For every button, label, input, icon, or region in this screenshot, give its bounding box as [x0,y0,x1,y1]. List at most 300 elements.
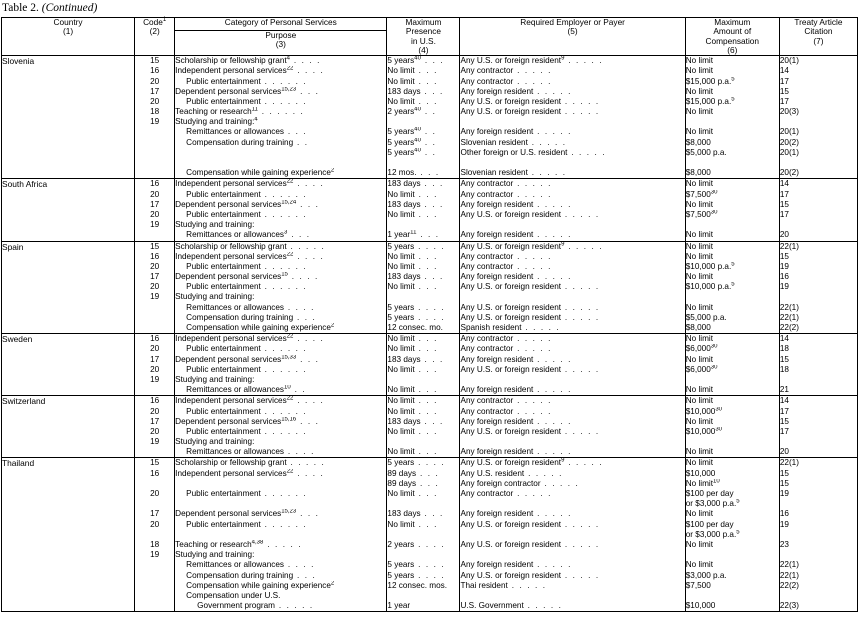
max-compensation-cell-line: $100 per day [685,519,734,529]
max-presence-cell-line: 12 mos. . . . [387,168,440,178]
header-max-presence-l1: Maximum [405,17,442,27]
code-cell [135,396,175,458]
employer-cell-line: Any U.S. or foreign resident . . . . . [460,364,600,374]
purpose-cell-line: Public entertainment . . . . . . [186,364,308,374]
max-presence-cell-line: No limit . . . [387,364,438,374]
employer-cell-line: Any U.S. or foreign resident . . . . . [460,96,600,106]
code-cell [135,56,175,179]
header-treaty-l1: Treaty Article [794,17,843,27]
purpose-cell-line: Studying and training: [175,220,255,230]
header-code-label: Code$^1$ [143,17,167,27]
code-cell-line: 16 [150,251,160,261]
employer-cell [460,396,685,458]
employer-cell-line: Any contractor . . . . . [460,76,553,86]
employer-cell-line: Any contractor . . . . . [460,261,553,271]
max-compensation-cell-line: No limit [685,539,714,549]
employer-cell-line: Any U.S. or foreign resident$^9$ . . . . . [460,241,604,251]
treaty-citation-cell-line: 19 [779,489,789,498]
purpose-cell-line: Studying and training: [175,374,255,384]
treaty-citation-cell-line: 20(1) [779,56,799,66]
treaty-citation-cell-line: 17 [779,209,789,219]
header-category: Category of Personal Services [175,18,387,31]
employer-cell-line: Any U.S. or foreign resident . . . . . [460,302,600,312]
employer-cell-line: Any foreign resident . . . . . [460,86,573,96]
max-compensation-cell [685,396,779,458]
purpose-cell [175,396,387,458]
max-presence-cell-line: 5 years . . . . [387,570,446,580]
purpose-cell-line: Scholarship or fellowship grant$^4$ . . . . [175,56,322,66]
max-compensation-cell-line [686,117,779,127]
employer-cell-line: Any contractor . . . . . [460,344,553,354]
code-cell-line [135,148,174,158]
code-cell-line: 19 [150,437,160,447]
treaty-citation-cell-line: 19 [779,519,789,529]
max-presence-cell-line: 5 years . . . . [387,241,446,251]
employer-cell-line [460,591,684,601]
purpose-cell-line: Dependent personal services$^{15,23}$ . . . [175,509,320,519]
code-cell-line [135,230,174,240]
max-presence-cell-line: 183 days . . . [387,416,444,426]
max-compensation-cell-line: No limit [685,86,714,96]
header-purpose-num: (3) [275,39,286,50]
max-presence-cell-line: 5 years . . . . [387,312,446,322]
purpose-cell-line: Public entertainment . . . . . . [186,489,308,498]
header-max-presence-l3: in U.S. [410,35,436,46]
code-cell-line: 20 [150,426,160,436]
max-presence-cell-line: No limit . . . [387,489,438,498]
max-presence-cell-line: No limit . . . [387,76,438,86]
employer-cell-line [460,499,684,509]
header-treaty-l2: Citation [804,26,833,37]
employer-cell-line: Any contractor . . . . . [460,251,553,261]
purpose-cell-line: Public entertainment . . . . . . [186,282,308,292]
max-compensation-cell-line: $8,000 [685,137,711,147]
treaty-citation-cell-line: 14 [779,334,789,344]
code-cell-line: 17 [150,416,160,426]
max-presence-cell-line: No limit . . . [387,189,438,199]
country-name: Thailand [2,458,135,612]
purpose-cell [175,56,387,179]
employer-cell [460,334,685,396]
max-presence-cell-line: No limit . . . [387,344,438,354]
header-max-presence [387,18,460,56]
code-cell-line: 19 [150,292,160,302]
code-cell-line [135,591,174,601]
employer-cell-line: Any contractor . . . . . [460,334,553,344]
employer-cell-line: Any foreign resident . . . . . [460,509,573,519]
max-compensation-cell-line [686,158,779,168]
treaty-citation-cell-line: 22(1) [779,241,799,251]
header-country-label: Country [53,17,83,27]
code-cell-line: 20 [150,489,160,498]
treaty-citation-cell-line: 22(1) [779,302,799,312]
purpose-cell-line: Independent personal services$^{22}$ . . . . [175,179,325,189]
max-presence-cell-line [387,375,459,385]
caption-label: Table 2. [2,2,39,14]
max-presence-cell [387,179,460,241]
employer-cell-line: Any U.S. or foreign resident . . . . . [460,282,600,292]
purpose-cell-line: Compensation during training . . . [186,312,317,322]
purpose-cell-line: Remittances or allowances . . . . [186,447,316,457]
purpose-cell-line: Public entertainment . . . . . . [186,189,308,199]
max-compensation-cell-line: $10,000$^{30}$ [685,406,723,416]
purpose-cell-line: Compensation during training . . . [186,570,317,580]
header-purpose [175,31,387,56]
max-compensation-cell [685,334,779,396]
max-presence-cell-line: 5 years$^{40}$ . . [387,147,437,157]
header-code-num: (2) [149,26,160,37]
max-compensation-cell-line: No limit [685,107,714,117]
code-cell-line: 16 [150,334,160,344]
code-cell-line: 20 [150,406,160,416]
code-cell-line [135,313,174,323]
employer-cell-line [460,550,684,560]
purpose-cell-line: Dependent personal services$^{15,23}$ . . . [175,86,320,96]
header-country-num: (1) [63,26,74,37]
treaty-citation-cell-line: 20 [779,230,789,240]
max-compensation-cell-line: No limit [685,458,714,468]
employer-cell [460,241,685,334]
treaty-citation-cell-line: 22(3) [779,601,799,611]
purpose-cell-line [175,479,386,489]
purpose-cell-line: Public entertainment . . . . . . [186,96,308,106]
treaty-citation-cell-line [780,530,857,540]
treaty-citation-cell-line: 20(3) [779,107,799,117]
max-presence-cell-line [387,292,459,302]
employer-cell-line: Any contractor . . . . . [460,189,553,199]
code-cell-line [135,158,174,168]
max-compensation-cell-line: $6,000$^{30}$ [685,364,718,374]
max-presence-cell [387,458,460,612]
max-compensation-cell-line: $7,500$^{30}$ [685,189,718,199]
code-cell-line: 16 [150,179,160,189]
employer-cell-line [460,158,684,168]
treaty-citation-cell-line [780,499,857,509]
treaty-citation-cell [779,396,857,458]
purpose-cell-line: Dependent personal services$^{15,24}$ . . . [175,199,320,209]
employer-cell-line: Thai resident . . . . . [460,580,547,590]
max-presence-cell-line: 12 consec. mos. [387,580,448,590]
header-employer-label: Required Employer or Payer [520,17,625,27]
treaty-citation-cell-line: 16 [779,272,789,282]
purpose-cell-line: Compensation while gaining experience$^2$ [186,580,335,590]
employer-cell-line: Any U.S. resident . . . . . [460,468,563,478]
employer-cell-line: Any foreign resident . . . . . [460,447,573,457]
employer-cell-line: Any foreign resident . . . . . [460,354,573,364]
treaty-citation-cell-line [780,292,857,302]
employer-cell-line: Any foreign resident . . . . . [460,127,573,137]
code-cell-line: 19 [150,374,160,384]
purpose-cell-line: Scholarship or fellowship grant . . . . . [175,458,326,468]
table-row [2,179,858,241]
country-name: Slovenia [2,56,135,179]
purpose-cell-line [175,148,386,158]
max-presence-cell-line: 5 years . . . . [387,458,446,468]
treaty-citation-cell-line: 21 [779,385,789,395]
max-presence-cell-line: No limit . . . [387,447,438,457]
caption-continued: (Continued) [41,2,98,14]
code-cell-line: 20 [150,209,160,219]
employer-cell-line: Slovenian resident . . . . . [460,168,567,178]
max-compensation-cell-line: No limit [685,354,714,364]
treaty-citation-cell-line: 19 [779,261,789,271]
treaty-citation-cell-line: 15 [779,251,789,261]
code-cell-line: 15 [150,458,160,468]
code-cell-line: 20 [150,282,160,292]
code-cell-line: 16 [150,468,160,478]
max-presence-cell-line: 5 years . . . . [387,560,446,570]
code-cell-line: 17 [150,509,160,519]
treaty-citation-cell-line: 17 [779,406,789,416]
code-cell-line: 20 [150,96,160,106]
code-cell-line: 20 [150,76,160,86]
treaty-citation-cell-line: 22(1) [779,312,799,322]
table-header [2,18,858,56]
max-presence-cell-line: 5 years$^{40}$ . . [387,127,437,137]
max-presence-cell-line: 5 years$^{40}$ . . . [387,56,445,66]
max-compensation-cell [685,179,779,241]
max-compensation-cell-line [686,591,779,601]
code-cell-line: 16 [150,66,160,76]
purpose-cell-line: Teaching or research$^{11}$ . . . . . . [175,107,305,117]
treaty-citation-cell-line: 22(1) [779,560,799,570]
treaty-citation-cell-line: 22(2) [779,323,799,332]
purpose-cell-line: Independent personal services$^{22}$ . . . . [175,66,325,76]
max-presence-cell-line: No limit . . . [387,96,438,106]
max-presence-cell-line: No limit . . . [387,519,438,529]
code-cell-line: 17 [150,86,160,96]
purpose-cell-line: Teaching or research$^{4,38}$ . . . . . [175,539,303,549]
table-row [2,56,858,179]
purpose-cell-line: Independent personal services$^{22}$ . . . . [175,468,325,478]
purpose-cell-line [175,499,386,509]
code-cell-line: 17 [150,199,160,209]
header-treaty [779,18,857,56]
employer-cell-line: Any foreign resident . . . . . [460,416,573,426]
max-presence-cell-line: 5 years . . . . [387,302,446,312]
employer-cell-line: Any U.S. or foreign resident . . . . . [460,426,600,436]
header-max-comp-l3: Compensation [705,35,760,46]
treaty-citation-cell-line: 17 [779,189,789,199]
purpose-cell-line: Remittances or allowances . . . . [186,560,316,570]
treaty-citation-cell-line: 15 [779,199,789,209]
employer-cell-line: Slovenian resident . . . . . [460,137,567,147]
max-presence-cell-line: No limit . . . [387,396,438,406]
header-code [135,18,175,56]
employer-cell-line: Any foreign resident . . . . . [460,385,573,395]
max-compensation-cell-line: No limit [685,302,714,312]
max-presence-cell-line: No limit . . . [387,406,438,416]
purpose-cell-line: Compensation while gaining experience$^2$ [186,323,335,332]
table-row [2,241,858,334]
max-compensation-cell-line: $8,000 [685,168,711,178]
employer-cell-line: Any foreign resident . . . . . [460,272,573,282]
max-compensation-cell-line: $7,500$^{30}$ [685,209,718,219]
max-compensation-cell-line: $10,000 p.a.$^5$ [685,282,735,292]
table-body [2,56,858,612]
purpose-cell [175,179,387,241]
purpose-cell-line: Government program . . . . . [197,601,314,611]
max-compensation-cell-line: $3,000 p.a. [685,570,727,580]
code-cell-line [135,601,174,611]
employer-cell-line [460,117,684,127]
purpose-cell-line: Remittances or allowances . . . [186,127,308,137]
max-presence-cell-line: 183 days . . . [387,354,444,364]
max-presence-cell-line [387,530,459,540]
employer-cell-line: Any contractor . . . . . [460,406,553,416]
employer-cell-line: Any U.S. or foreign resident . . . . . [460,519,600,529]
employer-cell-line: Any U.S. or foreign resident$^9$ . . . . . [460,56,604,66]
treaty-citation-cell-line [780,550,857,560]
header-max-comp-l1: Maximum [714,17,751,27]
treaty-citation-cell [779,241,857,334]
max-presence-cell [387,241,460,334]
treaty-citation-cell-line: 18 [779,344,789,354]
purpose-cell-line: Public entertainment . . . . . . [186,519,308,529]
max-presence-cell-line: 183 days . . . [387,509,444,519]
code-cell-line [135,560,174,570]
max-presence-cell [387,334,460,396]
purpose-cell-line: Studying and training: [175,437,255,447]
max-presence-cell-line: 2 years . . . . [387,539,446,549]
treaty-table [1,17,858,612]
code-cell-line: 20 [150,189,160,199]
max-compensation-cell-line: No limit [685,509,714,519]
header-max-presence-l2: Presence [405,26,441,37]
treaty-citation-cell-line: 15 [779,478,789,488]
country-name: Switzerland [2,396,135,458]
max-compensation-cell-line: No limit [685,56,714,66]
treaty-citation-cell-line [780,158,857,168]
treaty-citation-cell-line: 15 [779,86,789,96]
code-cell-line [135,571,174,581]
treaty-citation-cell-line: 20(1) [779,147,799,157]
employer-cell-line: Any foreign contractor . . . . . [460,478,580,488]
employer-cell-line: U.S. Government . . . . . [460,601,563,611]
max-compensation-cell-line: $10,000 [685,468,716,478]
code-cell-line: 20 [150,519,160,529]
employer-cell-line: Any U.S. or foreign resident . . . . . [460,312,600,322]
employer-cell-line: Any contractor . . . . . [460,179,553,189]
purpose-cell-line: Remittances or allowances . . . . [186,302,316,312]
country-name: Sweden [2,334,135,396]
max-compensation-cell-line: No limit [685,447,714,457]
employer-cell-line: Any contractor . . . . . [460,396,553,406]
treaty-citation-cell-line: 17 [779,76,789,86]
max-compensation-cell-line: No limit [685,251,714,261]
table-caption [0,0,859,17]
purpose-cell [175,458,387,612]
employer-cell-line: Any U.S. or foreign resident . . . . . [460,209,600,219]
treaty-citation-cell-line: 15 [779,468,789,478]
treaty-citation-cell-line [780,591,857,601]
max-compensation-cell-line [686,550,779,560]
max-presence-cell-line: 5 years$^{40}$ . . [387,137,437,147]
purpose-cell-line: Compensation during training . . [186,137,309,147]
code-cell-line: 17 [150,354,160,364]
code-cell-line [135,303,174,313]
max-presence-cell-line: 183 days . . . [387,272,444,282]
max-compensation-cell-line [686,292,779,302]
treaty-citation-cell-line: 15 [779,354,789,364]
purpose-cell-line: Dependent personal services$^{15}$ . . . . [175,272,319,282]
max-compensation-cell-line: $15,000 p.a.$^5$ [685,96,735,106]
code-cell-line: 15 [150,241,160,251]
purpose-cell-line: Studying and training:$^4$ [175,117,258,127]
code-cell-line: 20 [150,261,160,271]
max-presence-cell-line: 1 year$^{11}$ . . . [387,230,440,240]
max-compensation-cell-line: No limit [685,241,714,251]
code-cell-line [135,385,174,395]
table-row [2,334,858,396]
employer-cell-line [460,375,684,385]
purpose-cell-line: Compensation under U.S. [186,590,281,600]
treaty-citation-cell-line: 14 [779,396,789,406]
treaty-citation-cell-line: 20(2) [779,168,799,178]
employer-cell-line: Any foreign resident . . . . . [460,199,573,209]
code-cell-line [135,127,174,137]
employer-cell [460,179,685,241]
table-row [2,458,858,612]
employer-cell-line: Other foreign or U.S. resident . . . . . [460,147,607,157]
max-compensation-cell-line: $10,000 [685,601,716,611]
treaty-citation-cell-line: 14 [779,66,789,76]
header-employer [460,18,685,56]
table-row [2,396,858,458]
employer-cell-line: Any foreign resident . . . . . [460,560,573,570]
code-cell-line: 20 [150,364,160,374]
max-presence-cell-line: No limit . . . [387,282,438,292]
max-presence-cell-line [387,158,459,168]
treaty-citation-cell-line [780,375,857,385]
max-compensation-cell-line [686,220,779,230]
treaty-citation-cell-line: 17 [779,426,789,436]
purpose-cell-line: Independent personal services$^{22}$ . . . . [175,334,325,344]
country-name: Spain [2,241,135,334]
code-cell-line: 15 [150,56,160,66]
code-cell [135,179,175,241]
code-cell-line: 20 [150,344,160,354]
max-compensation-cell-line: $10,000 p.a.$^5$ [685,261,735,271]
treaty-citation-cell-line: 20(2) [779,137,799,147]
code-cell [135,334,175,396]
max-presence-cell-line: No limit . . . [387,334,438,344]
header-max-comp-num: (6) [727,44,738,55]
header-treaty-num: (7) [813,35,824,46]
max-compensation-cell-line: No limit [685,385,714,395]
treaty-citation-cell-line: 20(1) [779,127,799,137]
purpose-cell-line: Scholarship or fellowship grant . . . . . [175,241,326,251]
header-country [2,18,135,56]
code-cell-line [135,530,174,540]
code-cell-line [135,581,174,591]
code-cell-line [135,499,174,509]
purpose-cell-line: Dependent personal services$^{15,16}$ . . . [175,416,320,426]
max-compensation-cell-line: No limit [685,199,714,209]
employer-cell-line: Any foreign resident . . . . . [460,230,573,240]
treaty-citation-cell-line: 22(1) [779,570,799,580]
purpose-cell-line: Compensation while gaining experience$^2$ [186,168,335,178]
treaty-citation-cell-line [780,117,857,127]
max-presence-cell-line: 2 years$^{40}$ . . [387,107,437,117]
treaty-citation-cell [779,179,857,241]
country-name: South Africa [2,179,135,241]
header-max-comp-l2: Amount of [713,26,752,37]
treaty-citation-cell-line [780,437,857,447]
code-cell-line: 19 [150,550,160,560]
max-compensation-cell-line: No limit [685,179,714,189]
purpose-cell-line: Public entertainment . . . . . . [186,76,308,86]
